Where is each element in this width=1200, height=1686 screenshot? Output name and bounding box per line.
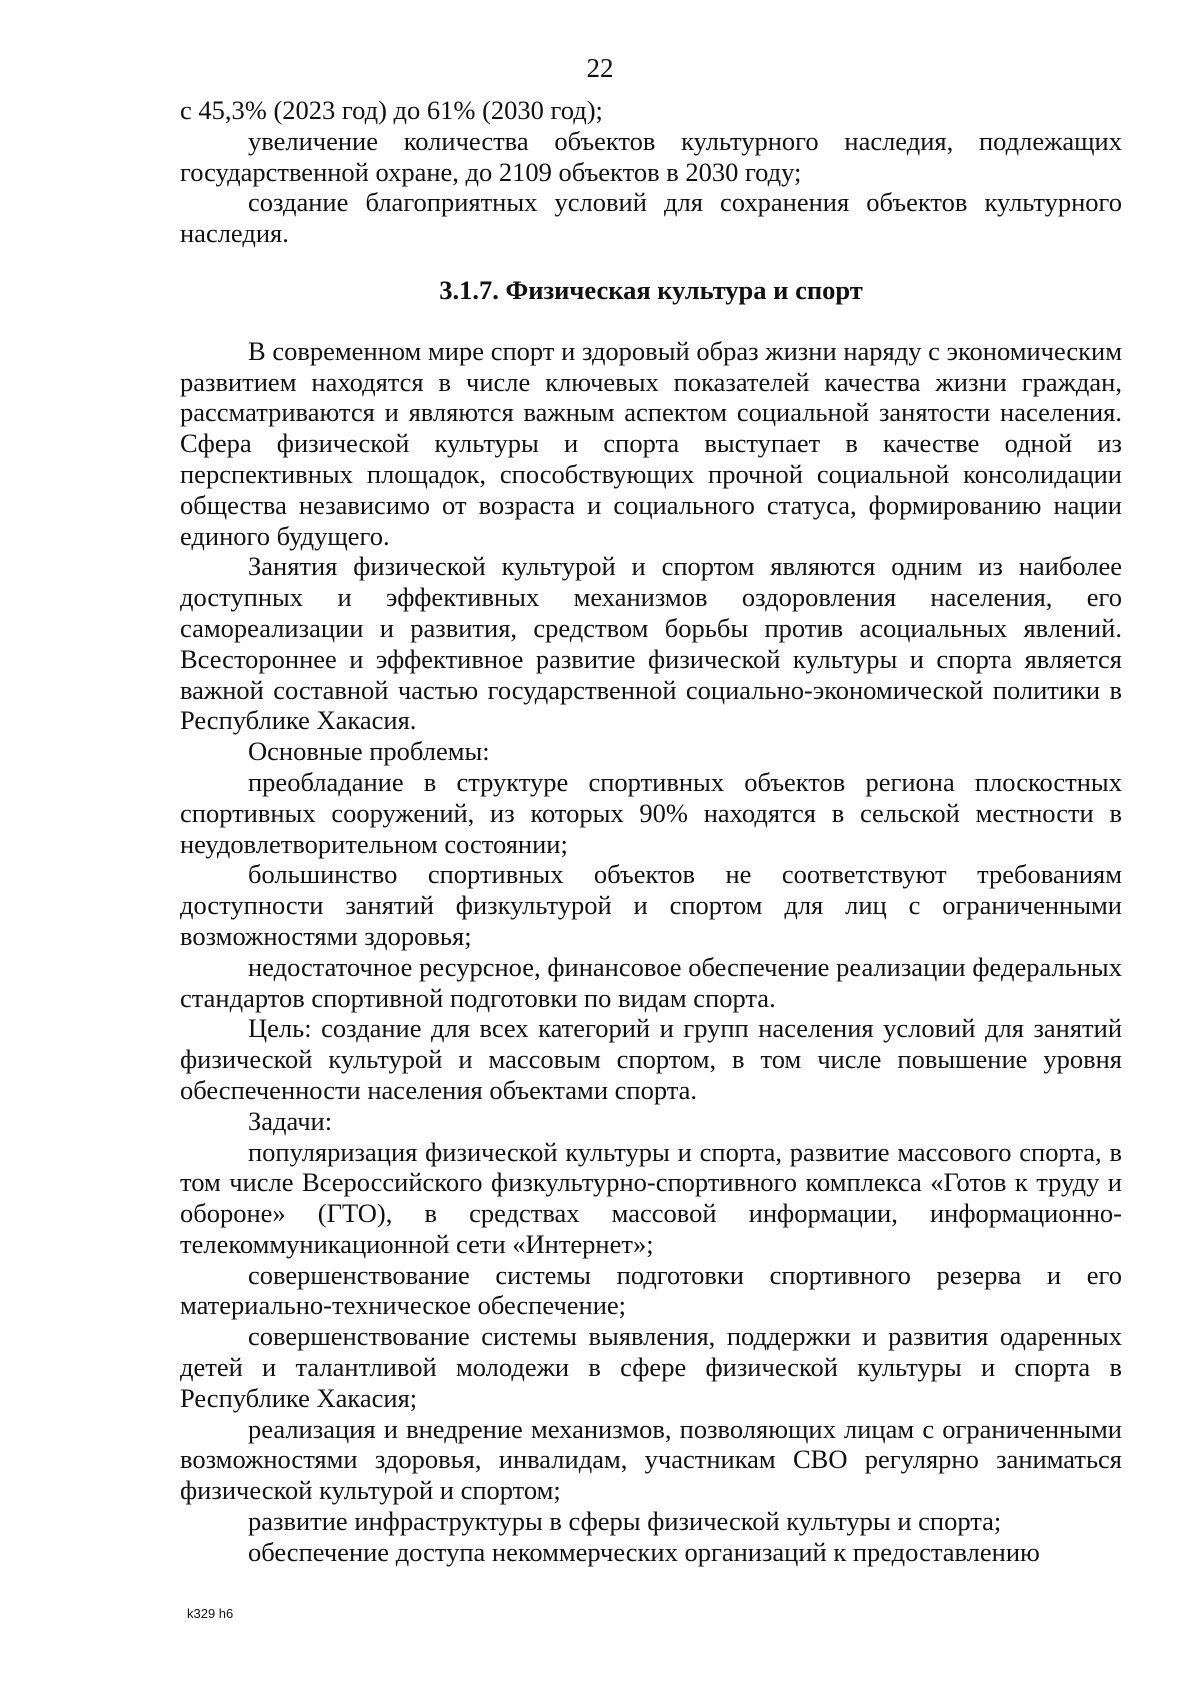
paragraph: увеличение количества объектов культурного наследия, подлежащих государственной охране, до 2109 объектов в 2030 году; xyxy=(180,125,1122,187)
paragraph: совершенствование системы подготовки спортивного резерва и его материально-техническое обеспечение; xyxy=(180,1259,1122,1321)
document-body xyxy=(180,95,1122,1568)
section-heading: 3.1.7. Физическая культура и спорт xyxy=(439,274,863,305)
page-number: 22 xyxy=(586,53,614,83)
paragraph: популяризация физической культуры и спорта, развитие массового спорта, в том числе Всероссийского физкультурно-спортивного комплекса «Готов к труду и обороне» (ГТО), в средствах массовой информации, информационно-телекоммуникационной сети «Интернет»; xyxy=(180,1136,1122,1259)
paragraph: обеспечение доступа некоммерческих организаций к предоставлению xyxy=(248,1536,1040,1567)
footer-code: k329 h6 xyxy=(187,1606,234,1621)
paragraph: В современном мире спорт и здоровый образ жизни наряду с экономическим развитием находятся в числе ключевых показателей качества жизни граждан, рассматриваются и являются важным аспектом социальной занятости населения. Сфера физической культуры и спорта выступает в качестве одной из перспективных площадок, способствующих прочной социальной консолидации общества независимо от возраста и социального статуса, формированию нации единого будущего. xyxy=(180,335,1122,551)
paragraph: с 45,3% (2023 год) до 61% (2030 год); xyxy=(180,95,603,125)
paragraph: недостаточное ресурсное, финансовое обеспечение реализации федеральных стандартов спортивной подготовки по видам спорта. xyxy=(180,951,1122,1013)
paragraph: Занятия физической культурой и спортом являются одним из наиболее доступных и эффективных механизмов оздоровления населения, его самореализации и развития, средством борьбы против асоциальных явлений. Всестороннее и эффективное развитие физической культуры и спорта является важной составной частью государственной социально-экономической политики в Республике Хакасия. xyxy=(180,551,1122,736)
paragraph: большинство спортивных объектов не соответствуют требованиям доступности занятий физкультурой и спортом для лиц с ограниченными возможностями здоровья; xyxy=(180,859,1122,951)
paragraph: совершенствование системы выявления, поддержки и развития одаренных детей и талантливой молодежи в сфере физической культуры и спорта в Республике Хакасия; xyxy=(180,1321,1122,1413)
paragraph: Цель: создание для всех категорий и групп населения условий для занятий физической культурой и массовым спортом, в том числе повышение уровня обеспеченности населения объектами спорта. xyxy=(180,1013,1122,1105)
paragraph: развитие инфраструктуры в сферы физической культуры и спорта; xyxy=(248,1506,1002,1537)
paragraph: преобладание в структуре спортивных объектов региона плоскостных спортивных сооружений, из которых 90% находятся в сельской местности в неудовлетворительном состоянии; xyxy=(180,766,1122,859)
paragraph: Основные проблемы: xyxy=(248,736,490,767)
paragraph: Задачи: xyxy=(248,1105,333,1136)
paragraph: создание благоприятных условий для сохранения объектов культурного наследия. xyxy=(180,187,1122,249)
paragraph: реализация и внедрение механизмов, позволяющих лицам с ограниченными возможностями здоровья, инвалидам, участникам СВО регулярно заниматься физической культурой и спортом; xyxy=(180,1413,1122,1506)
